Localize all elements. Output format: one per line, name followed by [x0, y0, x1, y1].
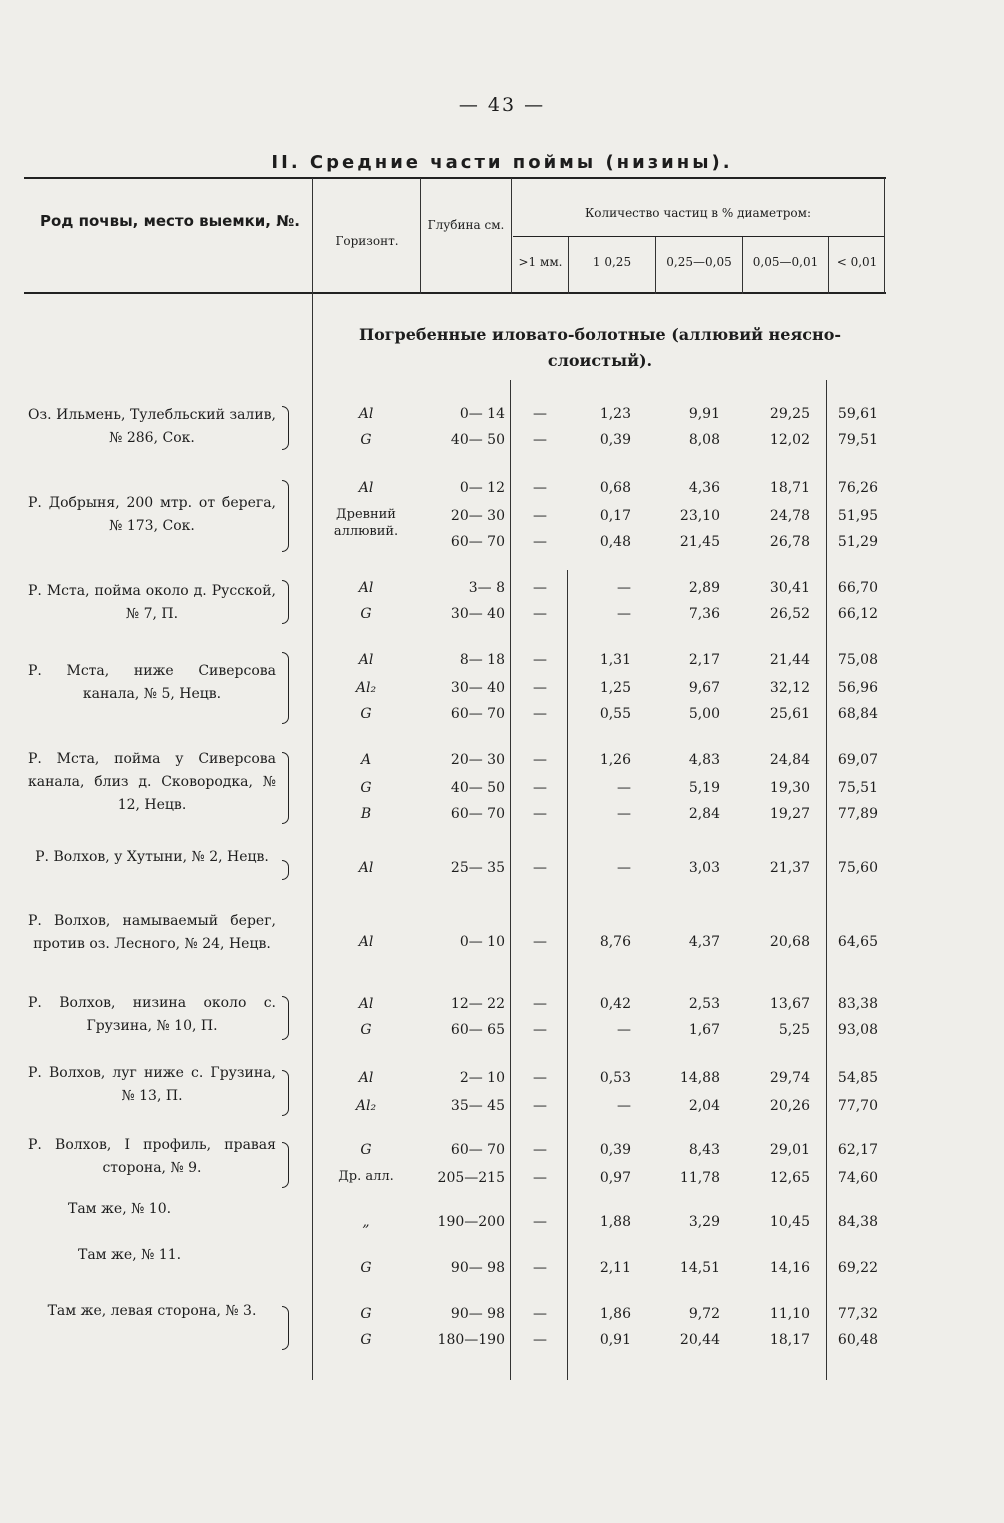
fraction-005-001-cell: 26,78: [769, 534, 810, 550]
sample-location: Там же, № 10.: [68, 1201, 172, 1217]
fraction-lt001-cell: 84,38: [837, 1214, 878, 1230]
fraction-lt001-cell: 56,96: [837, 680, 878, 696]
sample-location: Там же, левая сторона, № 3.: [47, 1303, 257, 1319]
depth-cell: 12— 22: [450, 996, 505, 1012]
header-1-025: 1 0,25: [592, 255, 632, 269]
row-group-brace: [282, 580, 289, 624]
sample-location: Там же, № 11.: [78, 1247, 182, 1263]
depth-cell: 40— 50: [450, 780, 505, 796]
fraction-gt1-cell: —: [533, 1306, 547, 1322]
fraction-005-001-cell: 19,30: [769, 780, 810, 796]
fraction-005-001-cell: 24,84: [769, 752, 810, 768]
sample-location: Р. Волхов, луг ниже с. Грузина, № 13, П.: [28, 1065, 276, 1104]
row-group-brace: [282, 860, 289, 880]
sample-location: Р. Волхов, намываемый берег, против оз. Лесного, № 24, Нецв.: [28, 913, 276, 952]
header-025-005: 0,25—0,05: [666, 255, 732, 269]
fraction-025-005-cell: 4,37: [688, 934, 720, 950]
column-divider: [884, 178, 885, 294]
fraction-lt001-cell: 77,32: [837, 1306, 878, 1322]
horizon-cell: G: [360, 706, 372, 722]
header-quantity: Количество частиц в % диаметром:: [585, 206, 811, 220]
fraction-gt1-cell: —: [533, 680, 547, 696]
depth-cell: 0— 12: [459, 480, 505, 496]
horizon-cell: G: [360, 780, 372, 796]
horizon-cell: B: [360, 806, 372, 822]
horizon-cell: Al: [358, 480, 374, 496]
fraction-lt001-cell: 74,60: [837, 1170, 878, 1186]
fraction-gt1-cell: —: [533, 806, 547, 822]
fraction-gt1-cell: —: [533, 996, 547, 1012]
fraction-lt001-cell: 51,95: [837, 508, 878, 524]
sample-location: Р. Мста, пойма около д. Русской, № 7, П.: [28, 583, 276, 622]
depth-cell: 60— 70: [450, 806, 505, 822]
fraction-025-005-cell: 1,67: [688, 1022, 720, 1038]
fraction-005-001-cell: 29,01: [769, 1142, 810, 1158]
horizon-cell: Al: [358, 860, 374, 876]
fraction-gt1-cell: —: [533, 1332, 547, 1348]
depth-cell: 60— 70: [450, 1142, 505, 1158]
fraction-gt1-cell: —: [533, 706, 547, 722]
fraction-1-025-cell: 8,76: [599, 934, 631, 950]
depth-cell: 8— 18: [459, 652, 505, 668]
depth-cell: 0— 14: [459, 406, 505, 422]
fraction-gt1-cell: —: [533, 432, 547, 448]
sample-location: Р. Мста, ниже Сиверсова канала, № 5, Нецв.: [28, 663, 276, 702]
fraction-gt1-cell: —: [533, 1070, 547, 1086]
fraction-gt1-cell: —: [533, 606, 547, 622]
fraction-1-025-cell: 0,53: [599, 1070, 631, 1086]
fraction-005-001-cell: 29,25: [769, 406, 810, 422]
horizon-cell: G: [360, 432, 372, 448]
fraction-gt1-cell: —: [533, 780, 547, 796]
fraction-gt1-cell: —: [533, 480, 547, 496]
fraction-025-005-cell: 2,17: [688, 652, 720, 668]
horizon-cell: Al: [358, 580, 374, 596]
fraction-lt001-cell: 83,38: [837, 996, 878, 1012]
fraction-gt1-cell: —: [533, 1170, 547, 1186]
depth-cell: 40— 50: [450, 432, 505, 448]
fraction-gt1-cell: —: [533, 860, 547, 876]
fraction-025-005-cell: 5,00: [688, 706, 720, 722]
fraction-1-025-cell: 0,42: [599, 996, 631, 1012]
sample-location: Р. Мста, пойма у Сиверсова канала, близ д. Сковородка, № 12, Нецв.: [28, 751, 276, 813]
header-gt1: >1 мм.: [518, 255, 563, 269]
header-lt001: < 0,01: [836, 255, 878, 269]
table-top-rule: [24, 177, 886, 179]
fraction-005-001-cell: 20,26: [769, 1098, 810, 1114]
depth-cell: 180—190: [437, 1332, 505, 1348]
depth-cell: 60— 65: [450, 1022, 505, 1038]
fraction-gt1-cell: —: [533, 1098, 547, 1114]
fraction-1-025-cell: 1,23: [599, 406, 631, 422]
fraction-lt001-cell: 54,85: [837, 1070, 878, 1086]
fraction-gt1-cell: —: [533, 508, 547, 524]
fraction-025-005-cell: 2,84: [688, 806, 720, 822]
fraction-025-005-cell: 21,45: [679, 534, 720, 550]
fraction-lt001-cell: 93,08: [837, 1022, 878, 1038]
fraction-1-025-cell: 0,97: [599, 1170, 631, 1186]
fraction-lt001-cell: 75,60: [837, 860, 878, 876]
fraction-lt001-cell: 68,84: [837, 706, 878, 722]
fraction-1-025-cell: 1,25: [599, 680, 631, 696]
depth-cell: 190—200: [437, 1214, 505, 1230]
fraction-lt001-cell: 77,89: [837, 806, 878, 822]
row-group-brace: [282, 1306, 289, 1350]
fraction-025-005-cell: 5,19: [688, 780, 720, 796]
fraction-lt001-cell: 69,07: [837, 752, 878, 768]
fraction-1-025-cell: 0,17: [599, 508, 631, 524]
fraction-025-005-cell: 20,44: [679, 1332, 720, 1348]
fraction-005-001-cell: 12,65: [769, 1170, 810, 1186]
header-depth: Глубина см.: [427, 218, 505, 232]
horizon-cell: G: [360, 1306, 372, 1322]
fraction-005-001-cell: 25,61: [769, 706, 810, 722]
horizon-cell: Al: [358, 1070, 374, 1086]
depth-cell: 35— 45: [450, 1098, 505, 1114]
row-group-brace: [282, 480, 289, 552]
fraction-1-025-cell: 0,39: [599, 1142, 631, 1158]
fraction-005-001-cell: 21,44: [769, 652, 810, 668]
fraction-005-001-cell: 32,12: [769, 680, 810, 696]
fraction-lt001-cell: 60,48: [837, 1332, 878, 1348]
sample-location: Р. Волхов, низина около с. Грузина, № 10, П.: [28, 995, 276, 1034]
fraction-1-025-cell: —: [617, 806, 631, 822]
depth-cell: 30— 40: [450, 680, 505, 696]
fraction-1-025-cell: 1,88: [599, 1214, 631, 1230]
page-number: — 43 —: [458, 94, 546, 116]
depth-cell: 0— 10: [459, 934, 505, 950]
fraction-gt1-cell: —: [533, 1022, 547, 1038]
fraction-lt001-cell: 76,26: [837, 480, 878, 496]
fraction-gt1-cell: —: [533, 652, 547, 668]
fraction-005-001-cell: 13,67: [769, 996, 810, 1012]
fraction-lt001-cell: 77,70: [837, 1098, 878, 1114]
fraction-1-025-cell: —: [617, 1022, 631, 1038]
depth-cell: 60— 70: [450, 534, 505, 550]
fraction-025-005-cell: 9,72: [688, 1306, 720, 1322]
horizon-cell: G: [360, 1332, 372, 1348]
fraction-1-025-cell: 0,55: [599, 706, 631, 722]
depth-cell: 20— 30: [450, 508, 505, 524]
fraction-005-001-cell: 18,71: [769, 480, 810, 496]
fraction-025-005-cell: 9,91: [688, 406, 720, 422]
header-bottom-rule: [24, 292, 886, 294]
fraction-lt001-cell: 59,61: [837, 406, 878, 422]
fraction-lt001-cell: 64,65: [837, 934, 878, 950]
fraction-gt1-cell: —: [533, 934, 547, 950]
fraction-005-001-cell: 20,68: [769, 934, 810, 950]
fraction-lt001-cell: 66,70: [837, 580, 878, 596]
row-group-brace: [282, 996, 289, 1040]
row-group-brace: [282, 406, 289, 450]
fraction-025-005-cell: 8,08: [688, 432, 720, 448]
fraction-1-025-cell: 1,86: [599, 1306, 631, 1322]
horizon-cell: Al: [358, 406, 374, 422]
fraction-025-005-cell: 2,89: [688, 580, 720, 596]
column-divider: [312, 178, 313, 1380]
sample-location: Р. Волхов, у Хутыни, № 2, Нецв.: [35, 849, 269, 865]
fraction-025-005-cell: 2,04: [688, 1098, 720, 1114]
fraction-lt001-cell: 79,51: [837, 432, 878, 448]
fraction-gt1-cell: —: [533, 406, 547, 422]
row-group-brace: [282, 1142, 289, 1188]
fraction-005-001-cell: 21,37: [769, 860, 810, 876]
fraction-gt1-cell: —: [533, 752, 547, 768]
depth-cell: 60— 70: [450, 706, 505, 722]
horizon-cell: G: [360, 1142, 372, 1158]
fraction-1-025-cell: 1,26: [599, 752, 631, 768]
fraction-025-005-cell: 3,03: [688, 860, 720, 876]
column-divider: [511, 178, 512, 294]
horizon-cell: „: [362, 1214, 370, 1230]
sample-location: Оз. Ильмень, Тулебльский залив, № 286, Сок.: [28, 407, 276, 446]
horizon-cell: Al₂: [355, 680, 377, 696]
fraction-025-005-cell: 23,10: [679, 508, 720, 524]
fraction-005-001-cell: 19,27: [769, 806, 810, 822]
fraction-005-001-cell: 5,25: [778, 1022, 810, 1038]
fraction-gt1-cell: —: [533, 1142, 547, 1158]
fraction-025-005-cell: 11,78: [679, 1170, 720, 1186]
fraction-lt001-cell: 75,08: [837, 652, 878, 668]
fraction-1-025-cell: 0,68: [599, 480, 631, 496]
section-title: II. Средние части поймы (низины).: [271, 152, 733, 173]
fraction-1-025-cell: —: [617, 606, 631, 622]
fraction-1-025-cell: 0,39: [599, 432, 631, 448]
fraction-lt001-cell: 66,12: [837, 606, 878, 622]
depth-cell: 2— 10: [459, 1070, 505, 1086]
fraction-1-025-cell: 0,48: [599, 534, 631, 550]
fraction-lt001-cell: 75,51: [837, 780, 878, 796]
depth-cell: 205—215: [437, 1170, 505, 1186]
fraction-005-001-cell: 24,78: [769, 508, 810, 524]
fraction-005-001-cell: 18,17: [769, 1332, 810, 1348]
fraction-005-001-cell: 11,10: [769, 1306, 810, 1322]
fraction-gt1-cell: —: [533, 1214, 547, 1230]
fraction-lt001-cell: 51,29: [837, 534, 878, 550]
fraction-025-005-cell: 3,29: [688, 1214, 720, 1230]
fraction-025-005-cell: 7,36: [688, 606, 720, 622]
fraction-lt001-cell: 62,17: [837, 1142, 878, 1158]
fraction-gt1-cell: —: [533, 580, 547, 596]
fraction-005-001-cell: 26,52: [769, 606, 810, 622]
fraction-005-001-cell: 14,16: [769, 1260, 810, 1276]
fraction-1-025-cell: —: [617, 780, 631, 796]
row-group-brace: [282, 752, 289, 824]
row-group-brace: [282, 652, 289, 724]
fraction-1-025-cell: —: [617, 1098, 631, 1114]
horizon-cell: Al: [358, 934, 374, 950]
horizon-cell: A: [360, 752, 372, 768]
fraction-025-005-cell: 4,83: [688, 752, 720, 768]
row-group-brace: [282, 1070, 289, 1116]
fraction-1-025-cell: —: [617, 860, 631, 876]
horizon-cell: Al: [358, 996, 374, 1012]
header-horizon: Горизонт.: [335, 234, 399, 248]
fraction-005-001-cell: 12,02: [769, 432, 810, 448]
fraction-025-005-cell: 9,67: [688, 680, 720, 696]
header-005-001: 0,05—0,01: [752, 255, 819, 269]
fraction-005-001-cell: 30,41: [769, 580, 810, 596]
fraction-025-005-cell: 8,43: [688, 1142, 720, 1158]
depth-cell: 30— 40: [450, 606, 505, 622]
horizon-cell: G: [360, 1022, 372, 1038]
depth-cell: 25— 35: [450, 860, 505, 876]
horizon-cell: G: [360, 606, 372, 622]
depth-cell: 90— 98: [450, 1260, 505, 1276]
fraction-005-001-cell: 29,74: [769, 1070, 810, 1086]
column-divider: [567, 570, 568, 1380]
fraction-gt1-cell: —: [533, 1260, 547, 1276]
fraction-1-025-cell: 2,11: [599, 1260, 631, 1276]
fraction-gt1-cell: —: [533, 534, 547, 550]
depth-cell: 90— 98: [450, 1306, 505, 1322]
sample-location: Р. Волхов, I профиль, правая сторона, № 9.: [28, 1137, 276, 1176]
fraction-025-005-cell: 14,51: [679, 1260, 720, 1276]
horizon-cell: Al₂: [355, 1098, 377, 1114]
depth-cell: 3— 8: [468, 580, 505, 596]
header-location: Род почвы, место выемки, №.: [40, 212, 300, 230]
horizon-cell: Др. алл.: [338, 1169, 394, 1184]
fraction-1-025-cell: —: [617, 580, 631, 596]
horizon-cell: Древний аллювий.: [333, 507, 399, 539]
horizon-cell: Al: [358, 652, 374, 668]
fraction-025-005-cell: 4,36: [688, 480, 720, 496]
fraction-005-001-cell: 10,45: [769, 1214, 810, 1230]
sample-location: Р. Добрыня, 200 мтр. от берега, № 173, Сок.: [28, 495, 276, 534]
depth-cell: 20— 30: [450, 752, 505, 768]
fraction-lt001-cell: 69,22: [837, 1260, 878, 1276]
horizon-cell: G: [360, 1260, 372, 1276]
column-divider: [510, 380, 511, 1380]
group-heading: Погребенные иловато-болотные (аллювий неясно-слоистый).: [358, 325, 842, 370]
fraction-1-025-cell: 1,31: [599, 652, 631, 668]
fraction-025-005-cell: 2,53: [688, 996, 720, 1012]
fraction-025-005-cell: 14,88: [679, 1070, 720, 1086]
fraction-1-025-cell: 0,91: [599, 1332, 631, 1348]
